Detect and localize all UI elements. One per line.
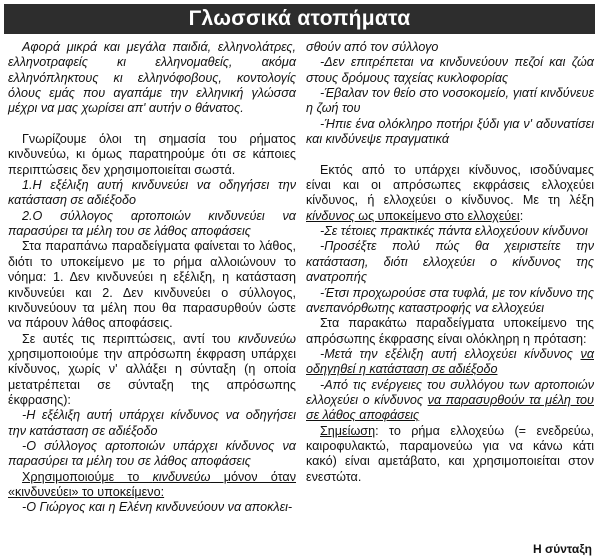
body-paragraph: Στα παραπάνω παραδείγματα φαίνεται το λάθος, διότι το υποκείμενο με το ρήμα αλλοιώνουν το νόημα: 1. Δεν κινδυνεύει η εξέλιξη, η κατάσταση κινδυνεύει και 2. Δεν κινδυνεύει ο σύλλογος, κινδυνεύουν τα μέλη που θα παρασυρθούν ώστε να πάρουν λάθος αποφάσεις. — [8, 239, 296, 331]
body-paragraph: Εκτός από το υπάρχει κίνδυνος, ισοδύναμες είναι και οι απρόσωπες εκφράσεις ελλοχεύει κίνδυνος, ή ελλοχεύει ο κίνδυνος. Με τη λέξη κίνδυνος ως υποκείμενο στο ελλοχεύει: — [306, 162, 594, 223]
article-title: Γλωσσικά ατοπήματα — [4, 4, 595, 34]
example-sentence: -Έβαλαν τον θείο στο νοσοκομείο, γιατί κινδύνευε η ζωή του — [306, 86, 594, 116]
example-sentence: -Ήπιε ένα ολόκληρο ποτήρι ξύδι για ν' αδυνατίσει και κινδύνεψε πραγματικά — [306, 116, 594, 147]
article-signature: Η σύνταξη — [533, 542, 592, 556]
body-paragraph: Γνωρίζουμε όλοι τη σημασία του ρήματος κινδυνεύω, κι όμως παρατηρούμε ότι σε κάποιες περιπτώσεις δεν χρησιμοποιείται σωστά. — [8, 132, 296, 177]
example-sentence: -Δεν επιτρέπεται να κινδυνεύουν πεζοί και ζώα στους δρόμους ταχείας κυκλοφορίας — [306, 55, 594, 85]
example-sentence: 2.Ο σύλλογος αρτοποιών κινδυνεύει να παρασύρει τα μέλη του σε λάθος αποφάσεις — [8, 208, 296, 239]
example-sentence: -Ο Γιώργος και η Ελένη κινδυνεύουν να αποκλει- — [22, 500, 293, 515]
right-column — [306, 40, 594, 485]
note-label: Σημείωση — [320, 423, 376, 438]
emphasized-word: κινδυνεύω — [238, 331, 296, 346]
example-sentence: -Σε τέτοιες πρακτικές πάντα ελλοχεύουν κίνδυνοι — [320, 224, 588, 239]
example-sentence: -Η εξέλιξη αυτή υπάρχει κίνδυνος να οδηγήσει την κατάσταση σε αδιέξοδο — [8, 408, 296, 438]
note-paragraph: Σημείωση: το ρήμα ελλοχεύω (= ενεδρεύω, καιροφυλακτώ, παραμονεύω για να κάνω κάτι κακό) είναι αμετάβατο, και χρησιμοποιείται στον ενεστώτα. — [306, 423, 594, 484]
example-sentence: σθούν από τον σύλλογο — [306, 40, 439, 54]
body-paragraph: Σε αυτές τις περιπτώσεις, αντί του κινδυνεύω χρησιμοποιούμε την απρόσωπη έκφραση υπάρχει κίνδυνος, χωρίς ν' αλλάξει η σύνταξη (η οποία μετατρέπεται σε σύνταξη της απρόσωπης έκφρασης): — [8, 331, 296, 407]
example-sentence: -Ο σύλλογος αρτοποιών υπάρχει κίνδυνος να παρασύρει τα μέλη του σε λάθος αποφάσεις — [8, 438, 296, 469]
intro-paragraph: Αφορά μικρά και μεγάλα παιδιά, ελληνολάτρες, ελληνοτραφείς κι ελληνομαθείς, ακόμα ελληνόπληκτους κι ελληνόφοβους, κοντολογίς όλους εμάς που αγαπάμε την ελληνική γλώσσα μέχρι να μας χωρίσει απ' αυτήν ο θάνατος. — [8, 40, 296, 116]
emphasized-word: κινδυνεύω — [152, 469, 211, 484]
left-column — [8, 40, 296, 516]
example-sentence: 1.Η εξέλιξη αυτή κινδυνεύει να οδηγήσει την κατάσταση σε αδιέξοδο — [8, 178, 296, 208]
example-sentence: -Από τις ενέργειες του συλλόγου των αρτοποιών ελλοχεύει ο κίνδυνος να παρασυρθούν τα μέλη του σε λάθος αποφάσεις — [306, 377, 594, 423]
example-sentence: -Έτσι προχωρούσε στα τυφλά, με τον κίνδυνο της ανεπανόρθωτης καταστροφής να ελλοχεύει — [306, 285, 594, 315]
example-sentence: -Μετά την εξέλιξη αυτή ελλοχεύει κίνδυνος να οδηγηθεί η κατάσταση σε αδιέξοδο — [306, 346, 594, 377]
body-paragraph: Χρησιμοποιούμε το κινδυνεύω μόνον όταν «κινδυνεύει» το υποκείμενο: — [8, 469, 297, 499]
example-sentence: -Προσέξτε πολύ πώς θα χειριστείτε την κατάσταση, διότι ελλοχεύει ο κίνδυνος της ανατροπής — [306, 239, 594, 285]
emphasized-word: κίνδυνος — [306, 208, 355, 223]
body-paragraph: Στα παρακάτω παραδείγματα υποκείμενο της απρόσωπης έκφρασης είναι ολόκληρη η πρόταση: — [306, 316, 594, 346]
